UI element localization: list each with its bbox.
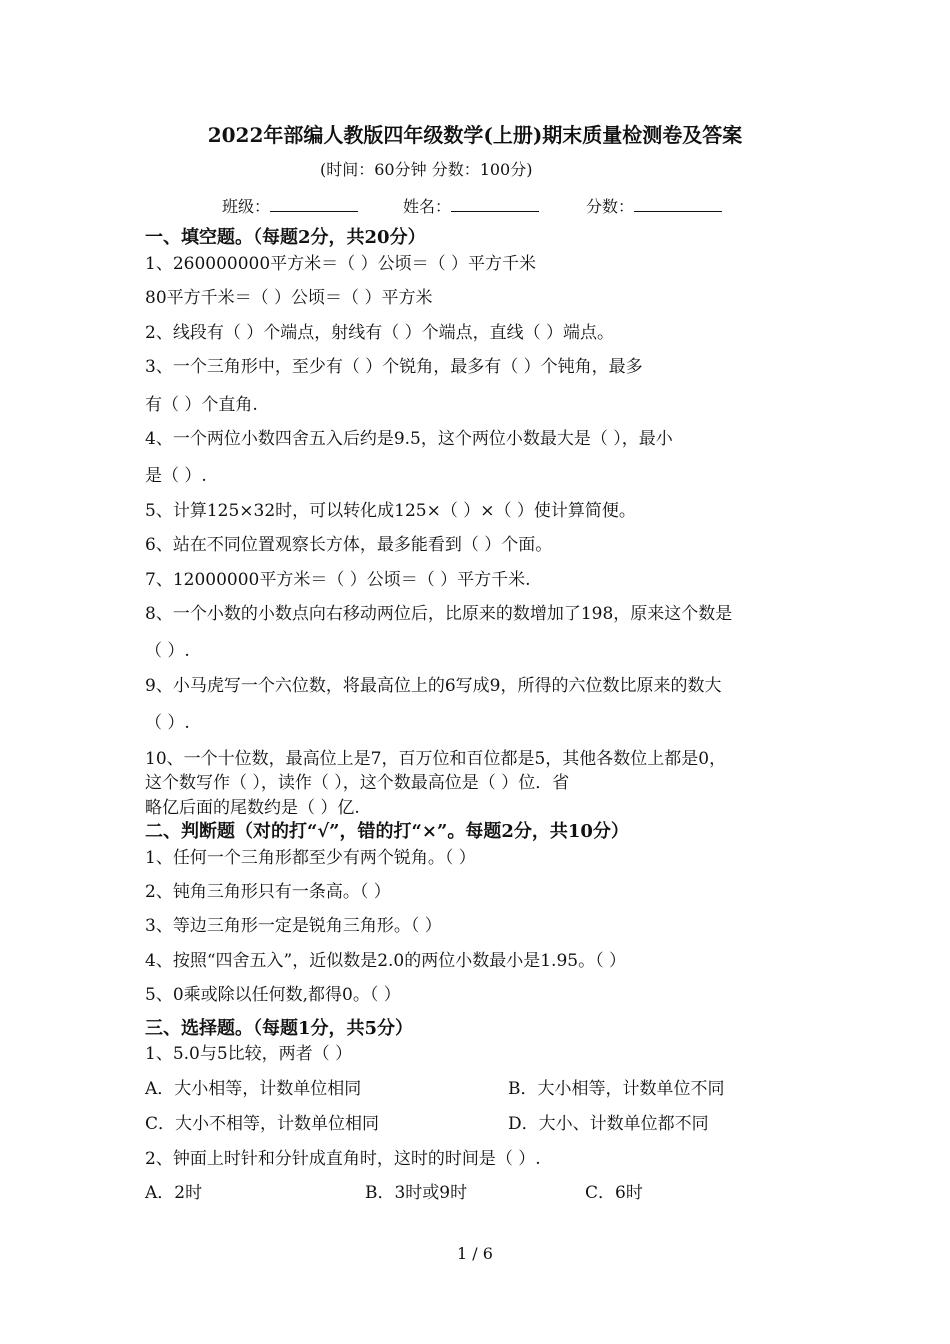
page-number: 1 / 6 [457,1244,493,1263]
class-label: 班级： [222,197,271,216]
question-line: 5、计算125×32时，可以转化成125×（ ）×（ ）使计算简便。 [145,501,636,521]
score-field [586,195,722,218]
score-label: 分数： [586,197,635,216]
question-line: 这个数写作（ ），读作（ ），这个数最高位是（ ）位．省 [145,773,570,793]
question-line: 3、等边三角形一定是锐角三角形。（ ） [145,916,442,936]
question-line: 2、钝角三角形只有一条高。（ ） [145,882,391,902]
option-d: D．大小、计数单位都不同 [508,1114,709,1134]
question-line: 1、260000000平方米＝（ ）公顷＝（ ）平方千米 [145,254,536,274]
question-line: 10、一个十位数，最高位上是7，百万位和百位都是5，其他各数位上都是0， [145,749,727,769]
section-3-heading: 三、选择题。（每题1分，共5分） [145,1018,414,1039]
question-line: 1、5.0与5比较，两者（ ） [145,1044,353,1064]
section-1-heading: 一、填空题。（每题2分，共20分） [145,227,426,248]
question-line: 9、小马虎写一个六位数，将最高位上的6写成9，所得的六位数比原来的数大 [145,676,722,696]
option-a: A．大小相等，计数单位相同 [145,1079,362,1099]
question-line: 是（ ）. [145,466,207,486]
option-b: B．3时或9时 [365,1183,468,1203]
question-line: 5、0乘或除以任何数,都得0。（ ） [145,985,401,1005]
question-line: 有（ ）个直角. [145,395,258,415]
question-line: 7、12000000平方米＝（ ）公顷＝（ ）平方千米. [145,570,531,590]
option-a: A．2时 [145,1183,203,1203]
class-blank [270,195,358,212]
option-c: C．6时 [585,1183,643,1203]
question-line: 80平方千米＝（ ）公顷＝（ ）平方米 [145,288,433,308]
question-line: 4、一个两位小数四舍五入后约是9.5，这个两位小数最大是（ ），最小 [145,429,673,449]
question-line: 3、一个三角形中，至少有（ ）个锐角，最多有（ ）个钝角，最多 [145,357,643,377]
score-blank [634,195,722,212]
question-line: 1、任何一个三角形都至少有两个锐角。（ ） [145,848,476,868]
question-line: （ ）. [145,641,190,661]
question-line: 2、钟面上时针和分针成直角时，这时的时间是（ ）. [145,1149,541,1169]
name-blank [451,195,539,212]
section-2-heading: 二、判断题（对的打“√”，错的打“×”。每题2分，共10分） [145,821,629,842]
option-c: C．大小不相等，计数单位相同 [145,1114,380,1134]
question-line: 4、按照“四舍五入”，近似数是2.0的两位小数最小是1.95。（ ） [145,951,626,971]
class-field [222,195,358,218]
name-label: 姓名： [403,197,452,216]
question-line: 略亿后面的尾数约是（ ）亿. [145,798,360,818]
page-title: 2022年部编人教版四年级数学(上册)期末质量检测卷及答案 [207,123,743,147]
question-line: 6、站在不同位置观察长方体，最多能看到（ ）个面。 [145,535,553,555]
question-line: 8、一个小数的小数点向右移动两位后，比原来的数增加了198，原来这个数是 [145,604,733,624]
option-b: B．大小相等，计数单位不同 [508,1079,725,1099]
question-line: 2、线段有（ ）个端点，射线有（ ）个端点，直线（ ）端点。 [145,323,615,343]
question-line: （ ）. [145,713,190,733]
time-score-subtitle: (时间：60分钟 分数：100分) [320,160,533,179]
name-field [403,195,539,218]
